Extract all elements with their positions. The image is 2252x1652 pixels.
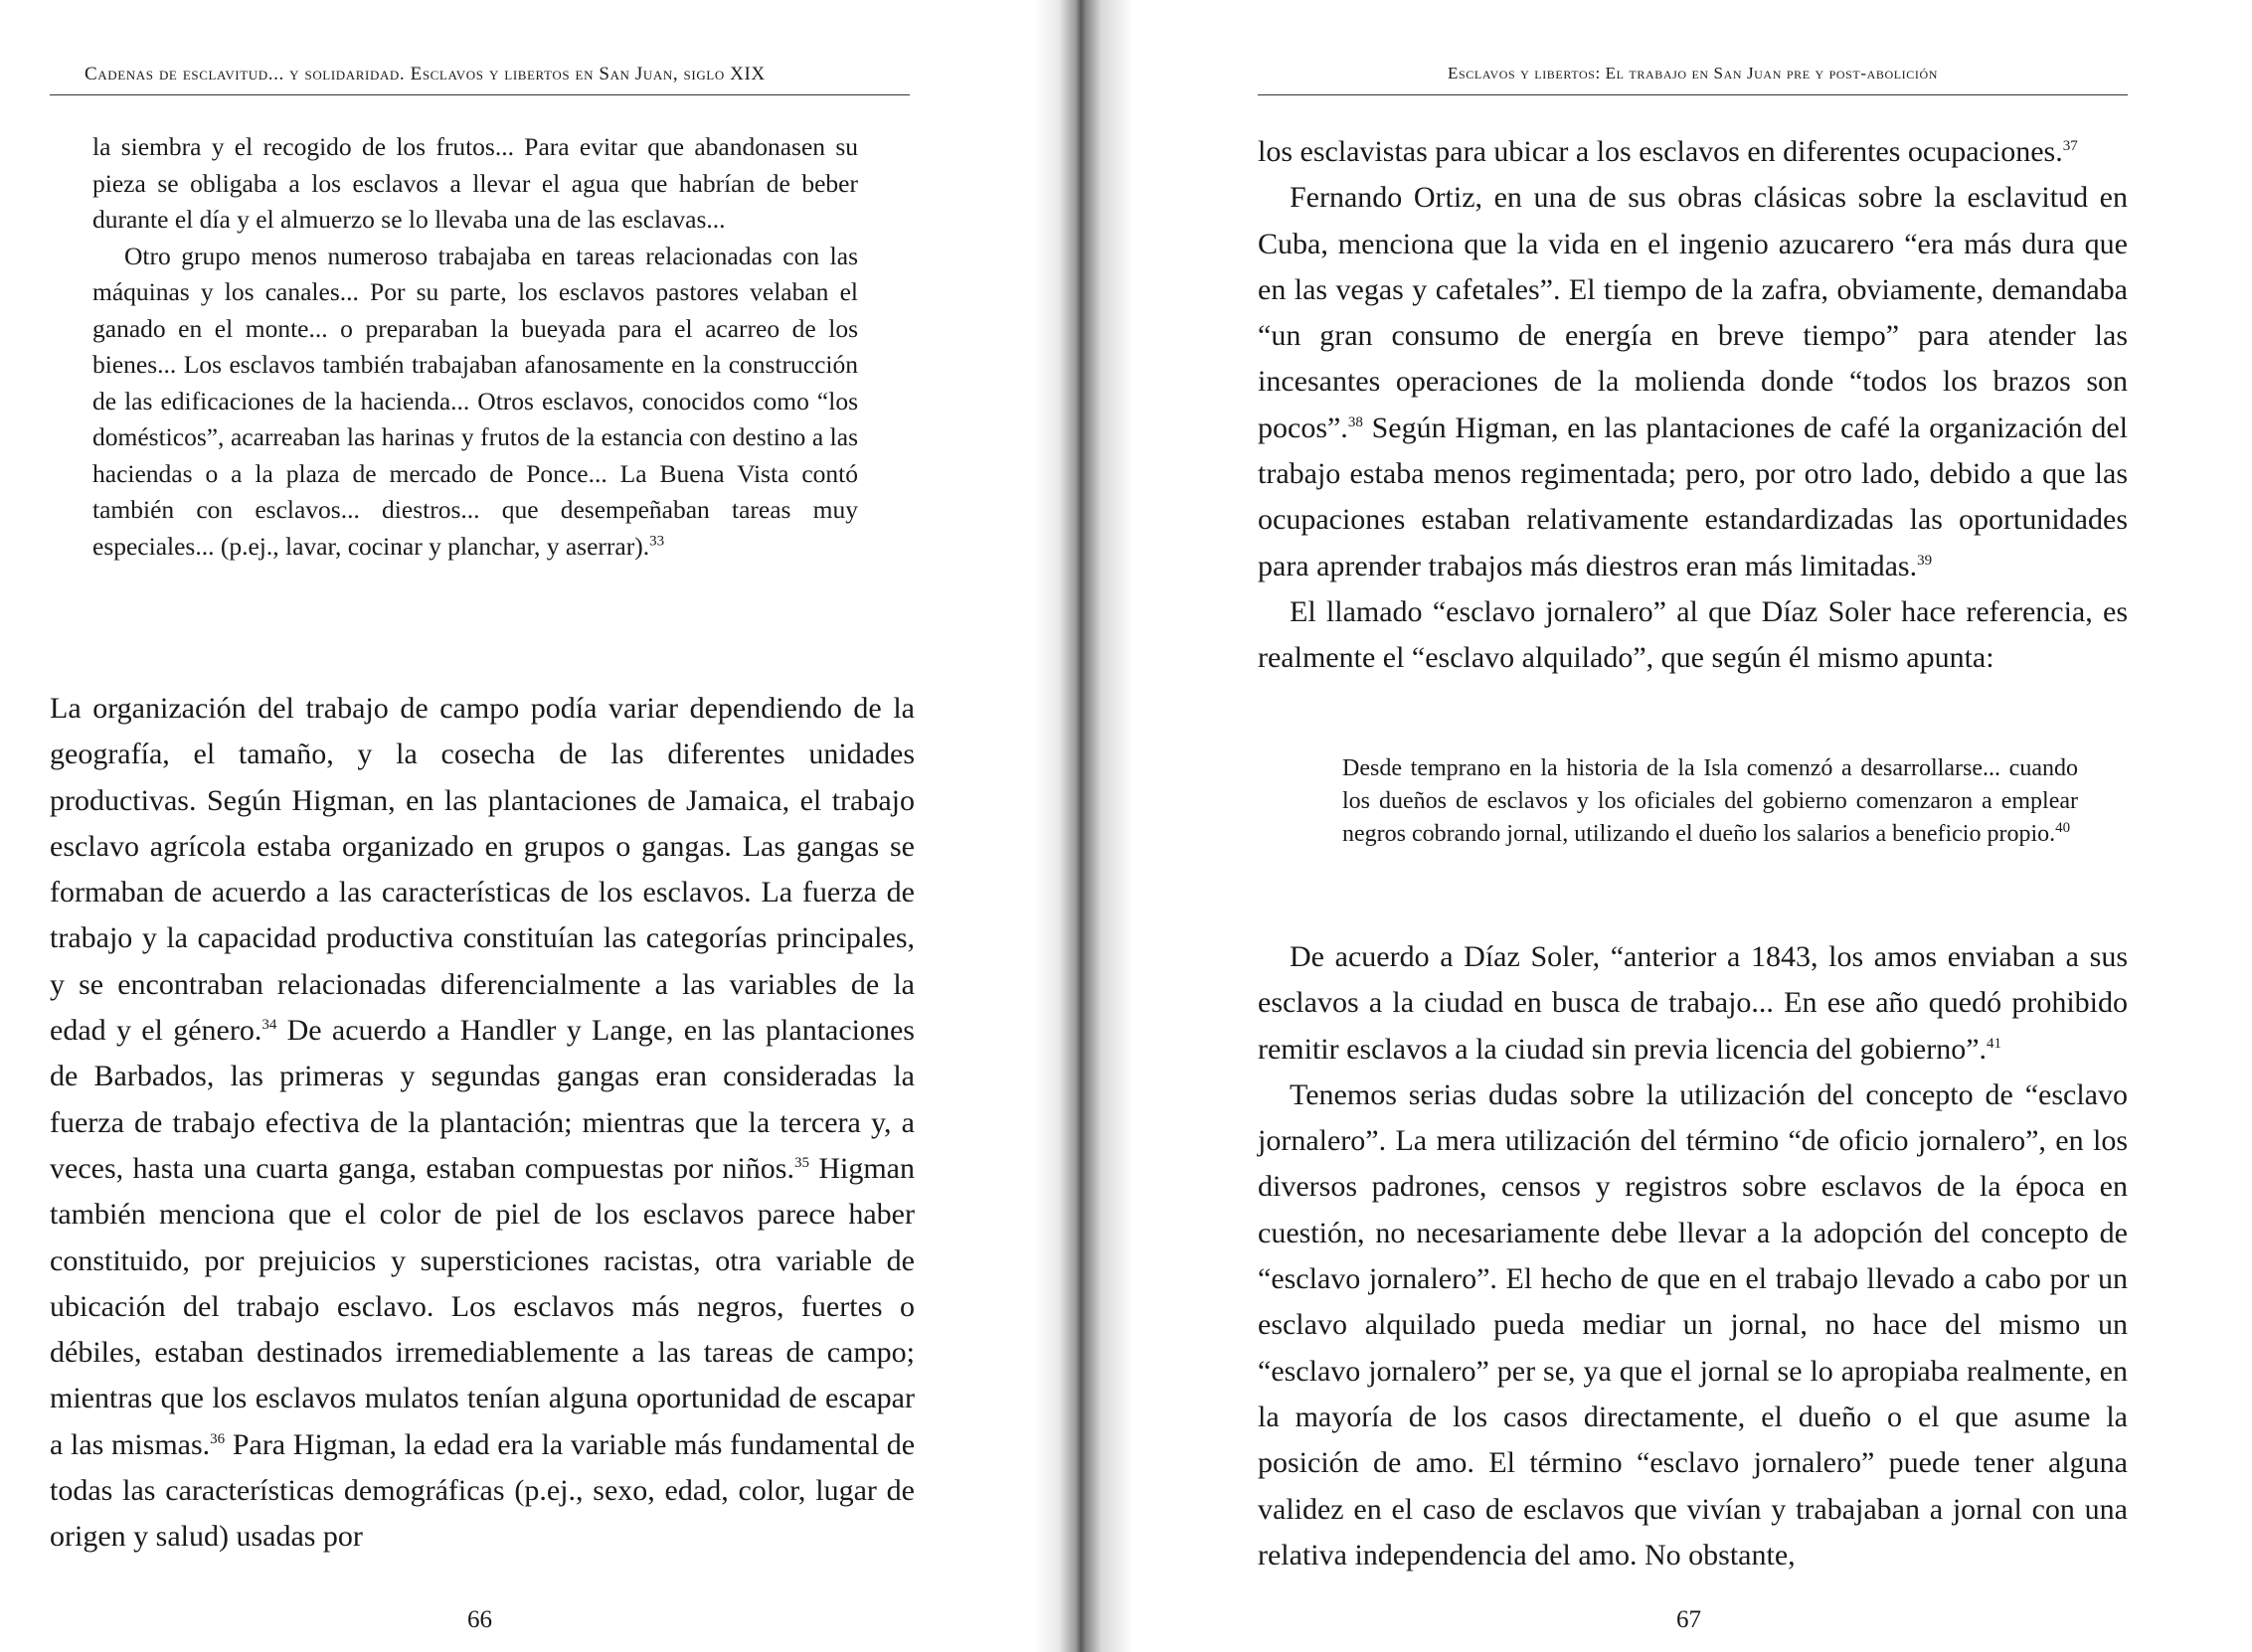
footnote-ref: 38 [1347,413,1363,430]
body-text [1258,129,2128,682]
text: Tenemos serias dudas sobre la utilización del concepto de “esclavo jornalero”. La mera utilización del término “de oficio jornalero”, en los diversos padrones, censos y registros sobre esclavos de la época en cuestión, no necesariamente debe llevar a la adopción del concepto de “esclavo jornalero”. El hecho de que en el trabajo llevado a cabo por un esclavo alquilado pueda mediar un jornal, no hace del mismo un “esclavo jornalero” per se, ya que el jornal se lo apropiaba realmente, en la mayoría de los casos directamente, el dueño o el que asume la posición de amo. El término “esclavo jornalero” puede tener alguna validez en el caso de esclavos que vivían y trabajaban a jornal con una relativa independencia del amo. No obstante, [1258,1077,2128,1571]
text: Higman también menciona que el color de piel de los esclavos parece haber constituido, por prejuicios y supersticiones racistas, otra variable de ubicación del trabajo esclavo. Los esclavos más negros, fuertes o débiles, estaban destinados irremediablemente a las tareas de campo; mientras que los esclavos mulatos tenían alguna oportunidad de escapar a las mismas. [50,1151,916,1461]
footnote-ref: 39 [1917,552,1933,569]
paragraph [1258,934,2128,1073]
footnote-ref: 33 [649,533,665,549]
footnote-ref: 40 [2055,820,2071,836]
text: De acuerdo a Handler y Lange, en las plantaciones de Barbados, las primeras y segundas gangas eran consideradas la fuerza de trabajo efectiva de la plantación; mientras que la tercera y, a veces, hasta una cuarta ganga, estaban compuestas por niños. [50,1014,915,1185]
running-head: Cadenas de esclavitud... y solidaridad. Esclavos y libertos en San Juan, siglo XIX [85,64,766,84]
text: los esclavistas para ubicar a los esclavos en diferentes ocupaciones. [1258,135,2063,168]
header-rule [1258,94,2128,95]
quote-text: Desde temprano en la historia de la Isla comenzó a desarrollarse... cuando los dueños de esclavos y los oficiales del gobierno comenzaron a emplear negros cobrando jornal, utilizando el dueño los salarios a beneficio propio. [1342,755,2078,847]
text: De acuerdo a Díaz Soler, “anterior a 1843, los amos enviaban a sus esclavos a la ciudad en busca de trabajo... En ese año quedó prohibido remitir esclavos a la ciudad sin previa licencia del gobierno”. [1258,940,2128,1066]
text: Fernando Ortiz, en una de sus obras clásicas sobre la esclavitud en Cuba, menciona que la vida en el ingenio azucarero “era más dura que en las vegas y cafetales”. El tiempo de la zafra, obviamente, demandaba “un gran consumo de energía en breve tiempo” para atender las incesantes operaciones de la molienda donde “todos los brazos son pocos”. [1258,181,2128,444]
paragraph [1258,1073,2128,1578]
body-text [1258,934,2128,1578]
footnote-ref: 37 [2062,138,2078,154]
footnote-ref: 41 [1987,1035,2002,1052]
footnote-ref: 36 [210,1430,226,1447]
block-quote [1342,752,2078,851]
text: Para Higman, la edad era la variable más fundamental de todas las características demográficas (p.ej., sexo, edad, color, lugar de origen y salud) usadas por [50,1427,916,1554]
paragraph [1258,129,2128,175]
quote-text: la siembra y el recogido de los frutos... Para evitar que abandonasen su pieza se obligaba a los esclavos a llevar el agua que habrían de beber durante el día y el almuerzo se lo llevaba una de las esclavas... [92,132,858,234]
text: La organización del trabajo de campo podía variar dependiendo de la geografía, el tamaño, y la cosecha de las diferentes unidades productivas. Según Higman, en las plantaciones de Jamaica, el trabajo esclavo agrícola estaba organizado en grupos o gangas. Las gangas se formaban de acuerdo a las características de los esclavos. La fuerza de trabajo y la capacidad productiva constituían las categorías principales, y se encontraban relacionadas diferencialmente a las variables de la edad y el género. [50,692,915,1048]
quote-text: Otro grupo menos numeroso trabajaba en tareas relacionadas con las máquinas y los canales... Por su parte, los esclavos pastores velaban el ganado en el monte... o preparaban la bueyada para el acarreo de los bienes... Los esclavos también trabajaban afanosamente en la construcción de las edificaciones de la hacienda... Otros esclavos, conocidos como “los domésticos”, acarreaban las harinas y frutos de la estancia con destino a las haciendas o a la plaza de mercado de Ponce... La Buena Vista contó también con esclavos... diestros... que desempeñaban tareas muy especiales... (p.ej., lavar, cocinar y planchar, y aserrar). [92,241,858,561]
text: Según Higman, en las plantaciones de café la organización del trabajo estaba menos regimentada; pero, por otro lado, debido a que las ocupaciones estaban relativamente estandardizadas las oportunidades para aprender trabajos más diestros eran más limitadas. [1258,411,2128,582]
footnote-ref: 35 [793,1154,809,1171]
paragraph [1258,589,2128,682]
footnote-ref: 34 [261,1017,277,1034]
page-number: 67 [1676,1606,1701,1633]
text: El llamado “esclavo jornalero” al que Díaz Soler hace referencia, es realmente el “esclavo alquilado”, que según él mismo apunta: [1258,594,2128,675]
paragraph [1258,175,2128,589]
page-number: 66 [467,1606,492,1633]
running-head: Esclavos y libertos: El trabajo en San Juan pre y post-abolición [1448,64,1938,83]
quote-paragraph [1342,752,2078,851]
